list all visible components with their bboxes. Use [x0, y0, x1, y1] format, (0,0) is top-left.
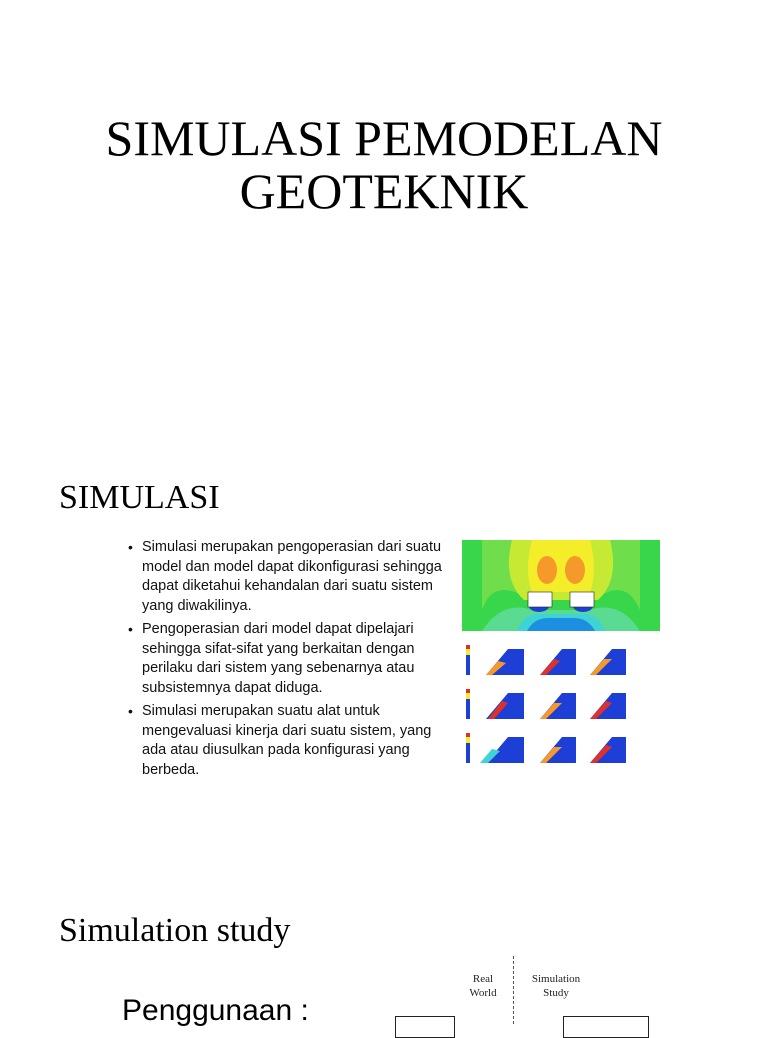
title-line-2: GEOTEKNIK	[239, 163, 529, 219]
contour-plot-figure	[462, 540, 660, 631]
bullet-item-1: • Simulasi merupakan pengoperasian dari suatu model dan model dapat dikonfigurasi sehingga dapat diketahui kehandalan dari suatu sistem yang diwakilinya.	[128, 538, 458, 616]
slope-model-panels-figure	[466, 641, 628, 767]
bullet-item-2: • Pengoperasian dari model dapat dipelajari sehingga sifat-sifat yang berkaitan dengan perilaku dari sistem yang sebenarnya atau subsistemnya dapat diduga.	[128, 620, 458, 698]
real-world-box	[395, 1016, 455, 1038]
simulation-box	[563, 1016, 649, 1038]
real-world-label	[460, 972, 506, 1000]
simulasi-heading: SIMULASI	[59, 479, 220, 516]
real-world-line-1: Real	[472, 973, 494, 985]
panel-row-1	[466, 645, 626, 675]
real-world-line-2: World	[469, 987, 497, 999]
slide-title	[0, 112, 768, 218]
simulation-study-line-2: Study	[543, 987, 569, 999]
usage-label: Penggunaan :	[122, 994, 309, 1027]
divider-dashed-line	[513, 956, 514, 1024]
bullet-list	[128, 538, 458, 784]
simulation-study-heading: Simulation study	[59, 912, 291, 949]
title-line-1: SIMULASI PEMODELAN	[105, 110, 663, 166]
panel-row-3	[466, 733, 626, 763]
bullet-item-3: • Simulasi merupakan suatu alat untuk mengevaluasi kinerja dari suatu sistem, yang ada atau diusulkan pada konfigurasi yang berbeda.	[128, 702, 458, 780]
simulation-study-label	[524, 972, 588, 1000]
simulation-study-line-1: Simulation	[531, 973, 581, 985]
panel-row-2	[466, 689, 626, 719]
